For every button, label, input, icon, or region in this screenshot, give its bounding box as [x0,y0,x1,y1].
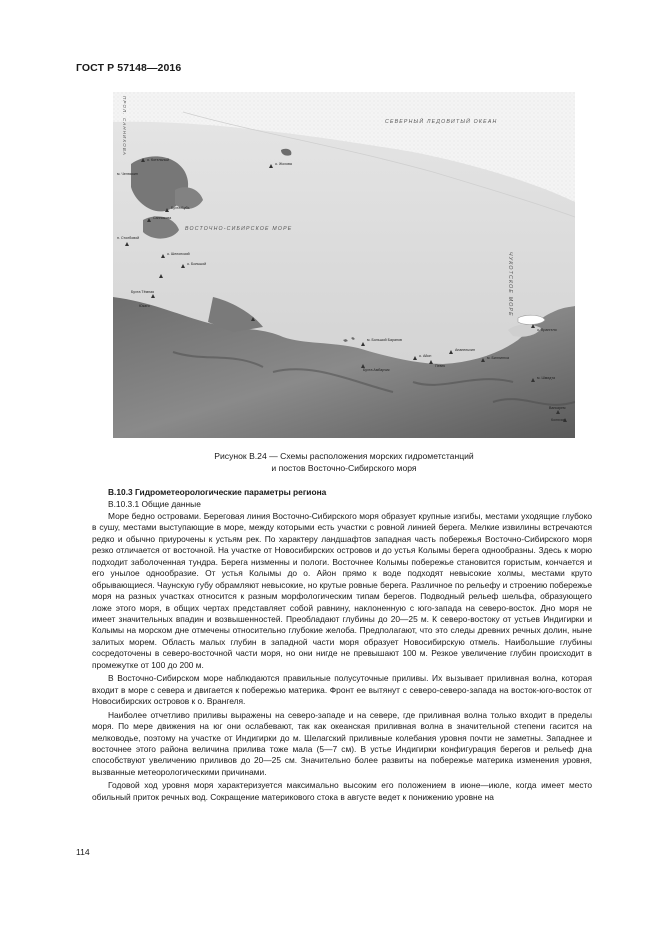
strait-label: ПРОЛ. САННИКОВА [122,96,127,156]
station-label: Бухта Амбарчик [363,368,390,372]
station-label: о. Шелонский [167,252,190,256]
station-label: Певек [435,364,446,368]
page-number: 114 [76,847,90,857]
map-graphic [113,92,575,438]
paragraph: Наиболее отчетливо приливы выражены на северо-западе и на севере, где приливная волна только входит в пределы моря. По мере движения на юг они ослабевают, так как океанская приливная волна в значительной степени гасится на мелководье, поэтому на участке от Индигирки до м. Шелагский приливные колебания уровня почти не заметны. Западнее и восточнее этого района величина прилива тоже мала (5—7 см). В устье Индигирки конфигурация берегов и рельеф дна способствуют увеличению приливов до 20—25 см. Значительно более развиты на побережье материка изменения уровня, вызванные метеорологическими причинами. [92,709,592,777]
station-label: Бухта Бубь [171,206,190,210]
station-label: о. Айон [419,354,432,358]
station-label: м. Челюскин [117,172,138,176]
station-label: Апапельхин [455,348,475,352]
station-label: о. Большой [187,262,207,266]
station-label: Санникова [153,216,172,220]
paragraph: Годовой ход уровня моря характеризуется максимально высоким его положением в июне—июле, когда имеет место обильный приток речных вод. Сокращение материкового стока в августе ведет к понижению уровне на [92,780,592,802]
station-label: м. Шмидта [537,376,555,380]
caption-line: и постов Восточно-Сибирского моря [271,462,417,473]
station-label: о. Котельный [147,158,170,162]
station-label: о. Жохова [275,162,292,166]
station-label: Ванкарем [549,406,566,410]
caption-line: Рисунок В.24 — Схемы расположения морских гидрометстанций [214,451,474,461]
station-label: м. Биллингса [487,356,510,360]
figure-caption [113,451,575,474]
station-label: о. Врангеля [537,328,557,332]
map-figure [113,92,575,438]
section-title: В.10.3 Гидрометеорологические параметры региона [108,487,327,497]
station-label: п. Столбовой [117,236,140,240]
chukchi-label: ЧУКОТСКОЕ МОРЕ [507,252,513,317]
station-label: м. Большой Баранов [367,338,402,342]
station-label: Бухта Тёмная [131,290,155,294]
ocean-label: СЕВЕРНЫЙ ЛЕДОВИТЫЙ ОКЕАН [385,119,498,125]
subsection-title: В.10.3.1 Общие данные [108,499,201,510]
station-label: Колючин [551,418,566,422]
station-label: Юкаги [139,304,150,308]
document-header: ГОСТ Р 57148—2016 [76,62,182,74]
paragraph: В Восточно-Сибирском море наблюдаются правильные полусуточные приливы. Их вызывает приливная волна, которая входит в море с севера и двигается к побережью материка. Фронт ее вытянут с северо-северо-запада на восток-юго-восток от Новосибирских островов к о. Врангеля. [92,673,592,707]
sea-label: ВОСТОЧНО-СИБИРСКОЕ МОРЕ [185,226,293,232]
paragraph: Море бедно островами. Береговая линия Восточно-Сибирского моря образует крупные изгибы, местами уходящие глубоко в сушу, местами выступающие в море, между которыми есть участки с ровной линией берега. Мелкие извилины встречаются редко и обычно приурочены к устьям рек. По характеру ландшафтов западная часть побережья Восточно-Сибирского моря резко отличается от восточной. На участке от Новосибирских островов и до устья Колымы берега однообразны. Здесь к морю подходит заболоченная тундра. Берега низменны и пологи. Восточнее Колымы побережье становится гористым, кончается и его унылое однообразие. От устья Колымы до о. Айон прямо к воде подходят невысокие холмы, местами круто обрывающиеся. Чаунскую губу обрамляют невысокие, но крутые ровные берега. Различное по рельефу и строению побережье моря на разных участках относится к разным морфологическим типам берегов. Подводный рельеф шельфа, образующего ложе этого моря, в общих чертах представляет собой равнину, наклоненную с юго-запада на северо-восток. Дно моря не имеет значительных впадин и возвышенностей. Преобладают глубины до 20—25 м. К северо-востоку от устьев Индигирки и Колымы на морском дне отмечены относительно глубокие желоба. Предполагают, что это следы древних речных долин, ныне залитых морем. Область малых глубин в западной части моря образует Новосибирскую отмель. Наибольшие глубины сосредоточены в северо-восточной части моря, но они нигде не превышают 100 м. Резкое увеличение глубин происходит в промежутке от 100 до 200 м. [92,510,592,670]
document-body [92,487,592,803]
